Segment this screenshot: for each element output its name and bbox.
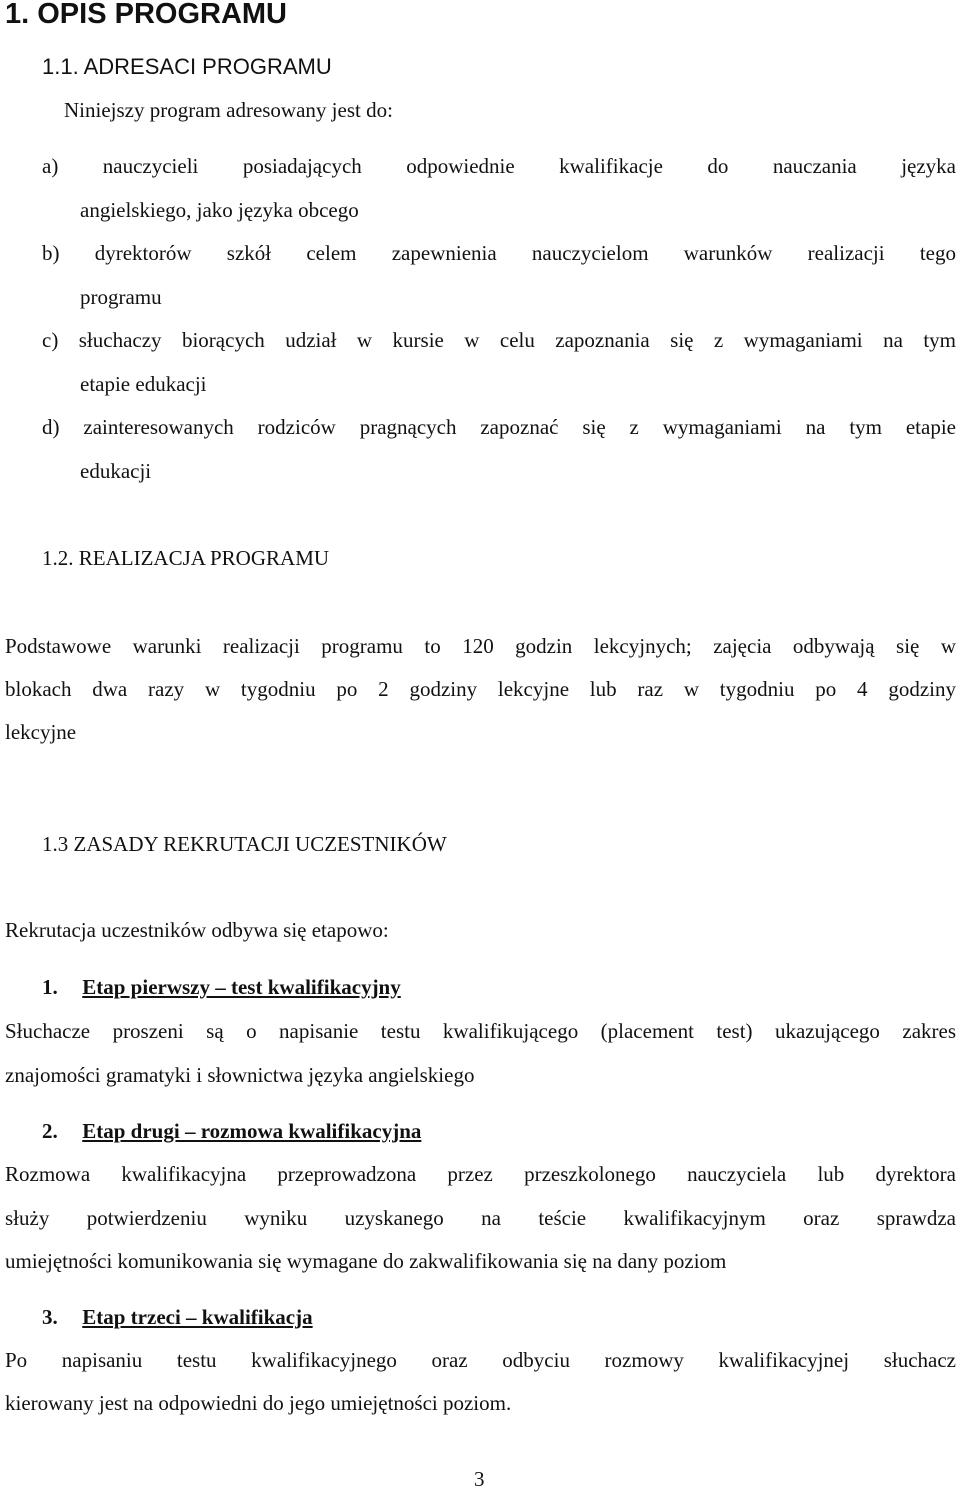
stage-2-line2: służy potwierdzeniu wyniku uzyskanego na teście kwalifikacyjnym oraz sprawdza [5,1206,956,1230]
stage-1-line1: Słuchacze proszeni są o napisanie testu kwalifikującego (placement test) ukazującego zakres [5,1019,956,1043]
section-1-2-line1: Podstawowe warunki realizacji programu to 120 godzin lekcyjnych; zajęcia odbywają się w [5,634,956,658]
page-heading: 1. OPIS PROGRAMU [5,0,287,30]
stage-3-header [42,1305,313,1330]
stage-3-number: 3. [42,1305,58,1329]
section-1-2-line2: blokach dwa razy w tygodniu po 2 godziny lekcyjne lub raz w tygodniu po 4 godziny [5,677,956,701]
stage-2-line3: umiejętności komunikowania się wymagane do zakwalifikowania się na dany poziom [5,1249,727,1273]
section-1-1-intro: Niniejszy program adresowany jest do: [64,98,393,122]
list-item-d-line2: edukacji [80,459,152,483]
stage-2-line1: Rozmowa kwalifikacyjna przeprowadzona przez przeszkolonego nauczyciela lub dyrektora [5,1162,956,1186]
list-item-a-line2: angielskiego, jako języka obcego [80,198,359,222]
section-1-2-title: 1.2. REALIZACJA PROGRAMU [42,546,330,570]
list-item-a-line1: a) nauczycieli posiadających odpowiednie kwalifikacje do nauczania języka [42,154,956,178]
stage-2-title: Etap drugi – rozmowa kwalifikacyjna [82,1119,422,1143]
list-item-b-line1: b) dyrektorów szkół celem zapewnienia nauczycielom warunków realizacji tego [42,241,956,265]
section-1-3-intro: Rekrutacja uczestników odbywa się etapowo: [5,918,389,942]
stage-3-title: Etap trzeci – kwalifikacja [82,1305,313,1329]
stage-1-header [42,975,401,1000]
list-item-b-line2: programu [80,285,162,309]
stage-3-line1: Po napisaniu testu kwalifikacyjnego oraz odbyciu rozmowy kwalifikacyjnej słuchacz [5,1348,956,1372]
section-1-1-title: 1.1. ADRESACI PROGRAMU [42,54,332,79]
list-item-c-line1: c) słuchaczy biorących udział w kursie w celu zapoznania się z wymaganiami na tym [42,328,956,352]
stage-3-line2: kierowany jest na odpowiedni do jego umiejętności poziom. [5,1391,512,1415]
list-item-d-line1: d) zainteresowanych rodziców pragnących zapoznać się z wymaganiami na tym etapie [42,415,956,439]
section-1-2-line3: lekcyjne [5,720,77,744]
stage-2-header [42,1119,421,1144]
stage-2-number: 2. [42,1119,58,1143]
stage-1-line2: znajomości gramatyki i słownictwa języka angielskiego [5,1063,475,1087]
list-item-c-line2: etapie edukacji [80,372,207,396]
section-1-3-title: 1.3 ZASADY REKRUTACJI UCZESTNIKÓW [42,832,447,856]
stage-1-title: Etap pierwszy – test kwalifikacyjny [82,975,401,999]
stage-1-number: 1. [42,975,58,999]
page-number: 3 [474,1467,485,1491]
